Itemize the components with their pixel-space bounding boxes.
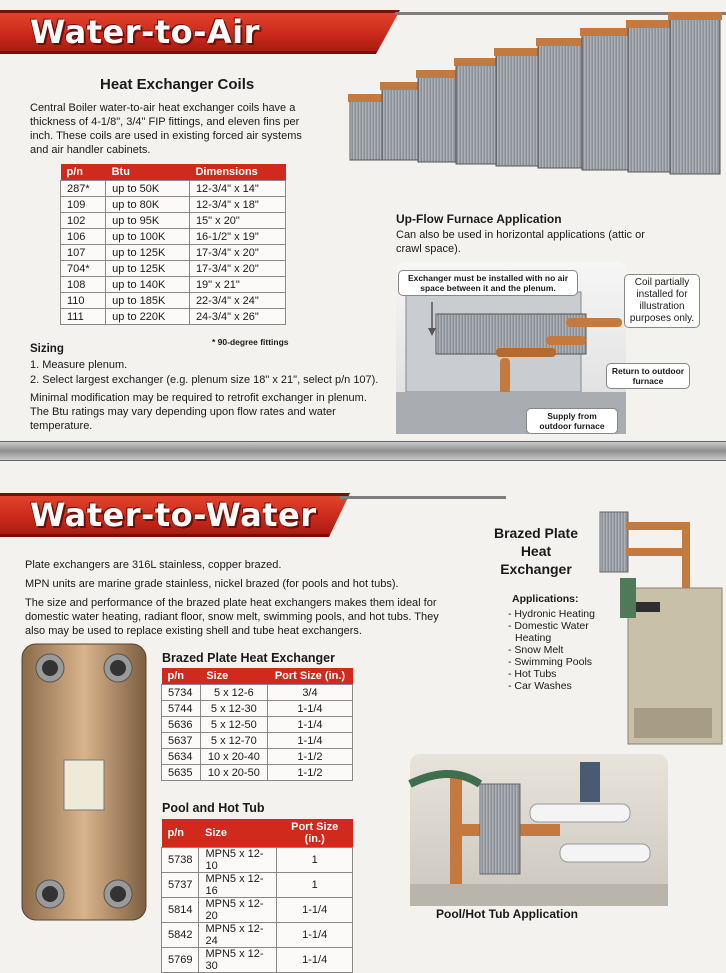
plate-line-3: The size and performance of the brazed plate heat exchangers makes them ideal for domestic water heating, radiant floor, snow melt, swimming pools, and hot tubs. They also may be used to replace existing shell and tube heat exchangers. bbox=[25, 597, 439, 637]
table-cell: 12-3/4" x 14" bbox=[189, 181, 285, 197]
table-cell: up to 140K bbox=[106, 277, 190, 293]
table-row bbox=[162, 685, 353, 701]
heat-exchanger-coils-photo bbox=[340, 8, 724, 186]
table-cell: up to 185K bbox=[106, 293, 190, 309]
coils-spec-table bbox=[60, 164, 286, 325]
col-header-dimensions: Dimensions bbox=[189, 164, 285, 181]
brazed-plate-photo bbox=[14, 640, 154, 922]
col-header-port-size: Port Size (in.) bbox=[267, 668, 352, 685]
application-item: - Hot Tubs bbox=[508, 668, 557, 680]
pool-spec-table bbox=[161, 819, 353, 973]
table-cell: up to 95K bbox=[106, 213, 190, 229]
plate-line-1: Plate exchangers are 316L stainless, copper brazed. bbox=[25, 559, 282, 571]
table-cell: 5 x 12-30 bbox=[200, 701, 267, 717]
table-cell: 10 x 20-50 bbox=[200, 765, 267, 781]
table-cell: 16-1/2" x 19" bbox=[189, 229, 285, 245]
banner-rule bbox=[340, 496, 506, 499]
table-cell: 111 bbox=[61, 309, 106, 325]
table-cell: 5769 bbox=[162, 948, 199, 973]
table-cell: 109 bbox=[61, 197, 106, 213]
water-to-water-title: Water-to-Water bbox=[30, 496, 317, 534]
table-row bbox=[61, 197, 286, 213]
col-header-size: Size bbox=[200, 668, 267, 685]
table-cell: 5 x 12-50 bbox=[200, 717, 267, 733]
callout-supply: Supply from outdoor furnace bbox=[526, 408, 618, 434]
table-cell: 5 x 12-70 bbox=[200, 733, 267, 749]
callout-return: Return to outdoor furnace bbox=[606, 363, 690, 389]
table-cell: 3/4 bbox=[267, 685, 352, 701]
table-row bbox=[61, 277, 286, 293]
table-cell: 5 x 12-6 bbox=[200, 685, 267, 701]
table-row bbox=[162, 733, 353, 749]
table-cell: 5814 bbox=[162, 898, 199, 923]
table-row bbox=[61, 229, 286, 245]
application-item: - Swimming Pools bbox=[508, 656, 593, 668]
application-item: Heating bbox=[515, 632, 552, 644]
sizing-step-2: 2. Select largest exchanger (e.g. plenum size 18" x 21", select p/n 107). bbox=[30, 374, 379, 386]
table-cell: up to 100K bbox=[106, 229, 190, 245]
col-header-size: Size bbox=[199, 819, 277, 848]
pool-plumbing-illustration bbox=[410, 754, 668, 906]
sizing-heading: Sizing bbox=[30, 343, 64, 355]
table-row bbox=[162, 749, 353, 765]
callout-no-air-space: Exchanger must be installed with no air space between it and the plenum. bbox=[398, 270, 578, 296]
table-cell: 1 bbox=[277, 848, 353, 873]
table-cell: 5738 bbox=[162, 848, 199, 873]
table-cell: up to 125K bbox=[106, 261, 190, 277]
table-cell: 1-1/4 bbox=[267, 733, 352, 749]
table-cell: 108 bbox=[61, 277, 106, 293]
sizing-step-1: 1. Measure plenum. bbox=[30, 359, 128, 371]
table-cell: 15" x 20" bbox=[189, 213, 285, 229]
applications-list bbox=[508, 608, 595, 692]
col-header-port-size: Port Size (in.) bbox=[277, 819, 353, 848]
table-cell: MPN5 x 12-16 bbox=[199, 873, 277, 898]
table-cell: 1-1/4 bbox=[267, 717, 352, 733]
table-cell: 5842 bbox=[162, 923, 199, 948]
col-header-pn: p/n bbox=[162, 819, 199, 848]
table-row bbox=[162, 898, 353, 923]
table-row bbox=[162, 873, 353, 898]
table-cell: 22-3/4" x 24" bbox=[189, 293, 285, 309]
table-cell: 10 x 20-40 bbox=[200, 749, 267, 765]
table-cell: up to 220K bbox=[106, 309, 190, 325]
application-item: - Snow Melt bbox=[508, 644, 564, 656]
table-cell: MPN5 x 12-10 bbox=[199, 848, 277, 873]
coils-subtitle: Heat Exchanger Coils bbox=[100, 76, 255, 93]
table-cell: 5635 bbox=[162, 765, 201, 781]
coil-9 bbox=[668, 12, 722, 174]
pool-caption: Pool/Hot Tub Application bbox=[436, 907, 578, 921]
table-cell: 5637 bbox=[162, 733, 201, 749]
table-row bbox=[162, 701, 353, 717]
table-row bbox=[162, 717, 353, 733]
table-cell: 107 bbox=[61, 245, 106, 261]
table-cell: 1-1/4 bbox=[277, 898, 353, 923]
table-cell: 704* bbox=[61, 261, 106, 277]
col-header-btu: Btu bbox=[106, 164, 190, 181]
application-item: - Hydronic Heating bbox=[508, 608, 595, 620]
table-cell: 1-1/2 bbox=[267, 765, 352, 781]
table-row bbox=[162, 923, 353, 948]
brazed-table-title: Brazed Plate Heat Exchanger bbox=[162, 651, 335, 665]
table-row bbox=[61, 309, 286, 325]
brazed-spec-table bbox=[161, 668, 353, 781]
table-cell: 24-3/4" x 26" bbox=[189, 309, 285, 325]
table-row bbox=[162, 848, 353, 873]
table-cell: 19" x 21" bbox=[189, 277, 285, 293]
table-row bbox=[162, 765, 353, 781]
coils-intro: Central Boiler water-to-air heat exchanger coils have a thickness of 4-1/8", 3/4" FIP fittings, and eleven fins per inch. These coils are used in existing forced air systems and air handler cabinets. bbox=[30, 102, 302, 156]
table-cell: 106 bbox=[61, 229, 106, 245]
upflow-text: Can also be used in horizontal applications (attic or crawl space). bbox=[396, 229, 645, 255]
water-to-air-title: Water-to-Air bbox=[30, 13, 260, 51]
section-divider bbox=[0, 441, 726, 461]
table-cell: 17-3/4" x 20" bbox=[189, 245, 285, 261]
table-cell: up to 50K bbox=[106, 181, 190, 197]
upflow-title: Up-Flow Furnace Application bbox=[396, 212, 562, 226]
table-cell: up to 125K bbox=[106, 245, 190, 261]
table-cell: MPN5 x 12-24 bbox=[199, 923, 277, 948]
pool-hot-tub-photo bbox=[410, 754, 668, 906]
table-row bbox=[61, 181, 286, 197]
table-cell: 102 bbox=[61, 213, 106, 229]
table-cell: 5636 bbox=[162, 717, 201, 733]
table-cell: 1-1/2 bbox=[267, 749, 352, 765]
table-cell: 1-1/4 bbox=[277, 923, 353, 948]
table-cell: 287* bbox=[61, 181, 106, 197]
table-cell: 5744 bbox=[162, 701, 201, 717]
table-footnote: * 90-degree fittings bbox=[212, 337, 289, 347]
table-cell: MPN5 x 12-20 bbox=[199, 898, 277, 923]
table-cell: 110 bbox=[61, 293, 106, 309]
table-cell: 1 bbox=[277, 873, 353, 898]
table-cell: MPN5 x 12-30 bbox=[199, 948, 277, 973]
col-header-pn: p/n bbox=[61, 164, 106, 181]
table-cell: 5634 bbox=[162, 749, 201, 765]
table-row bbox=[61, 293, 286, 309]
table-cell: 5737 bbox=[162, 873, 199, 898]
plate-line-2: MPN units are marine grade stainless, nickel brazed (for pools and hot tubs). bbox=[25, 578, 399, 590]
table-cell: up to 80K bbox=[106, 197, 190, 213]
application-item: - Car Washes bbox=[508, 680, 572, 692]
table-cell: 5734 bbox=[162, 685, 201, 701]
application-item: - Domestic Water bbox=[508, 620, 589, 632]
applications-heading: Applications: bbox=[512, 593, 579, 605]
brazed-side-title: Brazed Plate Heat Exchanger bbox=[493, 525, 579, 577]
table-cell: 17-3/4" x 20" bbox=[189, 261, 285, 277]
table-row bbox=[61, 213, 286, 229]
boiler-photo bbox=[590, 508, 724, 748]
sizing-note: Minimal modification may be required to retrofit exchanger in plenum. The Btu ratings may vary depending upon flow rates and water temperature. bbox=[30, 392, 367, 432]
col-header-pn: p/n bbox=[162, 668, 201, 685]
table-row bbox=[162, 948, 353, 973]
table-row bbox=[61, 245, 286, 261]
table-cell: 1-1/4 bbox=[277, 948, 353, 973]
table-cell: 12-3/4" x 18" bbox=[189, 197, 285, 213]
table-row bbox=[61, 261, 286, 277]
pool-table-title: Pool and Hot Tub bbox=[162, 801, 265, 815]
callout-partially-installed: Coil partially installed for illustration purposes only. bbox=[624, 274, 700, 328]
table-cell: 1-1/4 bbox=[267, 701, 352, 717]
